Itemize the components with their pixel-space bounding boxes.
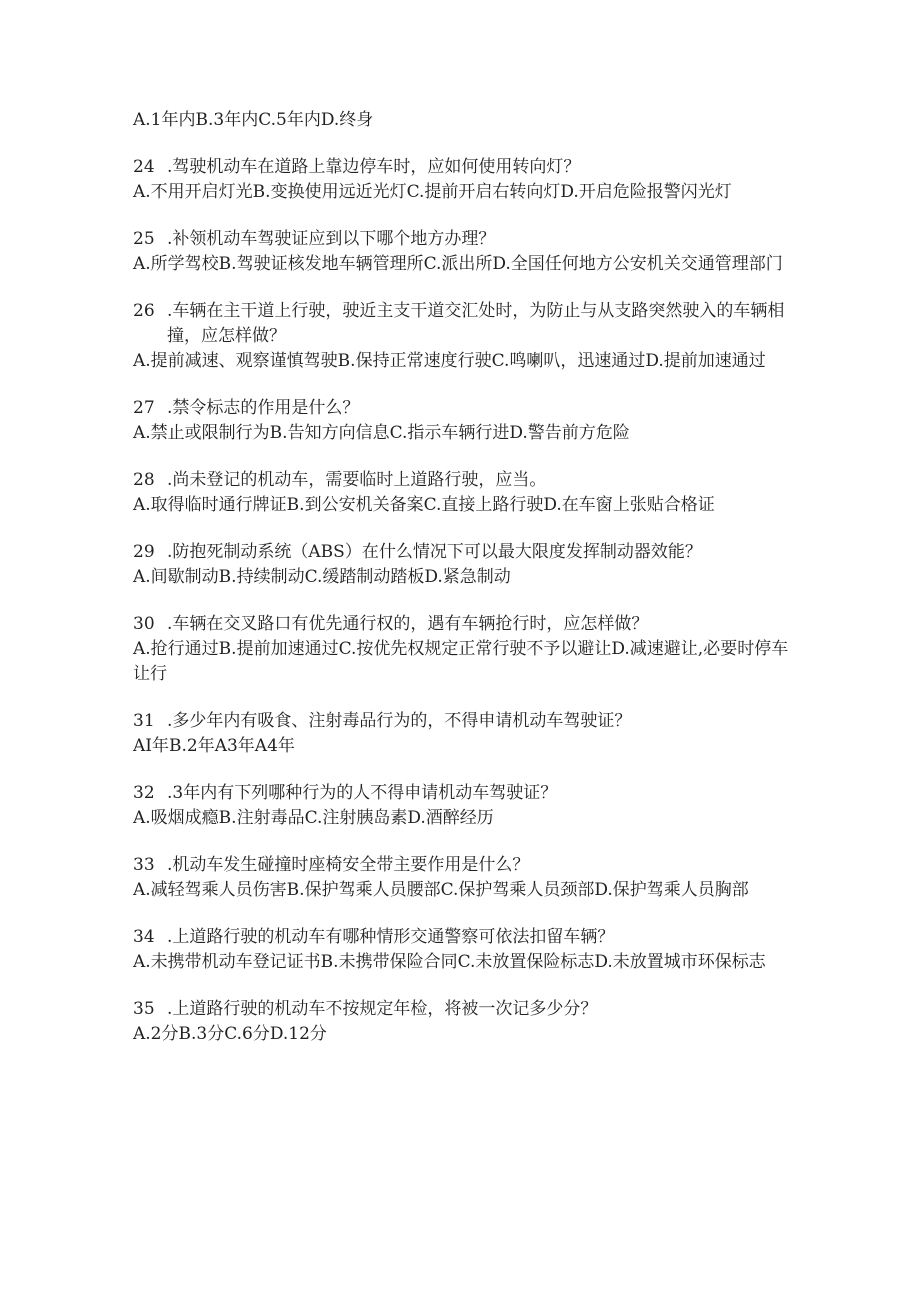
question-number: 34 <box>133 927 155 947</box>
question-number: 31 <box>133 711 155 731</box>
question-number: 30 <box>133 614 155 634</box>
question-title <box>133 155 800 180</box>
question-title <box>133 997 800 1022</box>
question-text: .防抱死制动系统（ABS）在什么情况下可以最大限度发挥制动器效能？ <box>167 542 702 562</box>
question-options: A.禁止或限制行为B.告知方向信息C.指示车辆行进D.警告前方危险 <box>133 423 630 443</box>
question-31 <box>133 709 800 759</box>
question-text: .车辆在交叉路口有优先通行权的，遇有车辆抢行时，应怎样做？ <box>167 614 649 634</box>
question-title <box>133 925 800 950</box>
question-options: A.提前减速、观察谨慎驾驶B.保持正常速度行驶C.鸣喇叭，迅速通过D.提前加速通过 <box>133 351 766 371</box>
question-33 <box>133 853 800 903</box>
question-options: A.减轻驾乘人员伤害B.保护驾乘人员腰部C.保护驾乘人员颈部D.保护驾乘人员胸部 <box>133 880 749 900</box>
question-title <box>133 468 800 493</box>
question-title <box>133 612 800 637</box>
question-options: A.抢行通过B.提前加速通过C.按优先权规定正常行驶不予以避让D.减速避让,必要时停车让行 <box>133 639 789 684</box>
question-text: .3年内有下列哪种行为的人不得申请机动车驾驶证？ <box>167 783 558 803</box>
question-number: 32 <box>133 783 155 803</box>
question-number: 33 <box>133 855 155 875</box>
question-title <box>133 781 800 806</box>
question-26 <box>133 299 800 374</box>
question-text: .多少年内有吸食、注射毒品行为的，不得申请机动车驾驶证？ <box>167 711 632 731</box>
question-number: 24 <box>133 157 155 177</box>
question-options: A.所学驾校B.驾驶证核发地车辆管理所C.派出所D.全国任何地方公安机关交通管理部门 <box>133 254 783 274</box>
question-text: .驾驶机动车在道路上靠边停车时，应如何使用转向灯？ <box>167 157 581 177</box>
question-34 <box>133 925 800 975</box>
question-text: .上道路行驶的机动车不按规定年检，将被一次记多少分？ <box>167 999 598 1019</box>
question-35 <box>133 997 800 1047</box>
question-24 <box>133 155 800 205</box>
question-title <box>133 227 800 252</box>
question-title <box>133 853 800 878</box>
question-options: A.2分B.3分C.6分D.12分 <box>133 1024 327 1044</box>
question-number: 27 <box>133 398 155 418</box>
question-title <box>133 540 800 565</box>
question-number: 26 <box>133 301 155 321</box>
question-number: 35 <box>133 999 155 1019</box>
question-options: A.取得临时通行牌证B.到公安机关备案C.直接上路行驶D.在车窗上张贴合格证 <box>133 495 715 515</box>
question-title <box>133 299 800 349</box>
question-text: .禁令标志的作用是什么？ <box>167 398 360 418</box>
question-options: A.不用开启灯光B.变换使用远近光灯C.提前开启右转向灯D.开启危险报警闪光灯 <box>133 182 732 202</box>
question-text: .尚未登记的机动车，需要临时上道路行驶，应当。 <box>167 470 547 490</box>
question-text: .上道路行驶的机动车有哪种情形交通警察可依法扣留车辆？ <box>167 927 615 947</box>
question-title <box>133 709 800 734</box>
question-27 <box>133 396 800 446</box>
question-number: 25 <box>133 229 155 249</box>
question-options: A.未携带机动车登记证书B.未携带保险合同C.未放置保险标志D.未放置城市环保标志 <box>133 952 766 972</box>
question-number: 28 <box>133 470 155 490</box>
question-32 <box>133 781 800 831</box>
question-text: .车辆在主干道上行驶，驶近主支干道交汇处时，为防止与从支路突然驶入的车辆相撞，应怎样做？ <box>167 301 785 346</box>
question-text: .机动车发生碰撞时座椅安全带主要作用是什么？ <box>167 855 530 875</box>
intro-options: A.1年内B.3年内C.5年内D.终身 <box>133 110 374 130</box>
question-text: .补领机动车驾驶证应到以下哪个地方办理？ <box>167 229 496 249</box>
question-options: AI年B.2年A3年A4年 <box>133 736 295 756</box>
question-number: 29 <box>133 542 155 562</box>
question-28 <box>133 468 800 518</box>
question-25 <box>133 227 800 277</box>
question-options: A.吸烟成瘾B.注射毒品C.注射胰岛素D.酒醉经历 <box>133 808 494 828</box>
question-30 <box>133 612 800 687</box>
question-title <box>133 396 800 421</box>
question-options: A.间歇制动B.持续制动C.缓踏制动踏板D.紧急制动 <box>133 567 511 587</box>
question-29 <box>133 540 800 590</box>
